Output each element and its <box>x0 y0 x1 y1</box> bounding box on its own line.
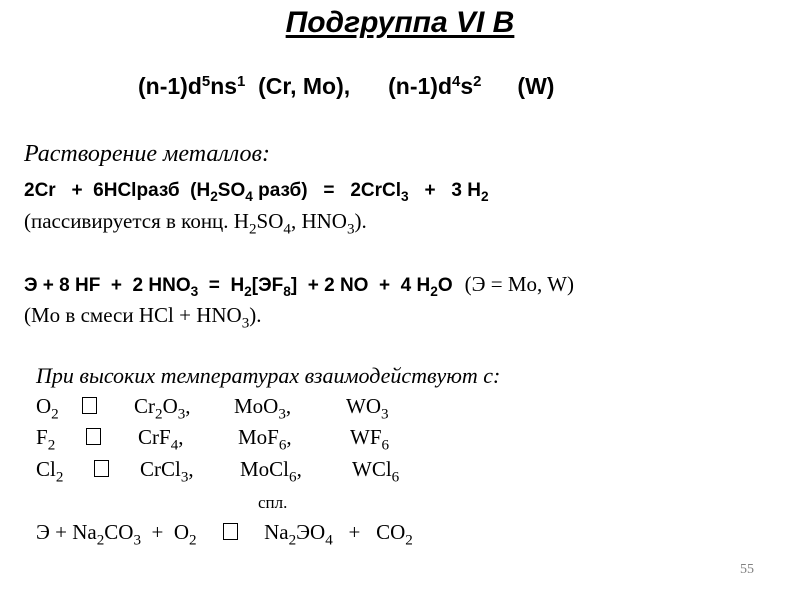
reaction-row-fluorine: $F_2$ CrF$_4$, MoF$_6$, $WF_6$ <box>36 425 390 454</box>
reaction-row-chlorine: $Cl_2$ CrCl$_3$, MoCl$_6$, WCl$_6$ <box>36 457 400 486</box>
arrow-icon <box>82 397 97 414</box>
fusion-equation: $Э + Na_2CO_3 + O_2$ $Na_2ЭO_4 + CO_2$ <box>36 520 413 549</box>
slide-title: Подгруппа VI В <box>285 6 515 39</box>
dissolution-equation-hf: Э + 8 HF + 2 $HNO_3 = H_2[ЭF_8] + 2$ NO + 4 $H_2O$ (Э = Mo, W) <box>24 272 574 299</box>
high-temp-heading: При высоких температурах взаимодействуют с: <box>36 363 501 388</box>
arrow-icon <box>86 428 101 445</box>
w-config: $(n-1)d^4s^2$ (W) <box>388 72 555 99</box>
reaction-row-oxygen: $O_2$ $Cr_2O_3$, MoO$_3$, $WO_3$ <box>36 394 389 423</box>
arrow-icon <box>223 523 238 540</box>
electron-configuration <box>138 73 554 100</box>
fusion-condition-label: спл. <box>258 493 288 512</box>
passivation-note: (пассивируется в конц. $H_2SO_4$, $HNO_3$). <box>24 209 367 238</box>
cr-mo-config: $(n-1)d^5ns^1$ (Cr, Mo), <box>138 72 351 99</box>
arrow-icon <box>94 460 109 477</box>
page-number: 55 <box>740 562 754 577</box>
mo-mixture-note: (Mo в смеси HCl + $HNO_3$). <box>24 303 262 332</box>
dissolution-equation-hcl: 2Cr + 6HClразб ($H_2SO_4$ разб) = 2CrCl$_3$ + 3 $H_2$ <box>24 180 489 204</box>
dissolution-heading: Растворение металлов: <box>24 141 270 167</box>
